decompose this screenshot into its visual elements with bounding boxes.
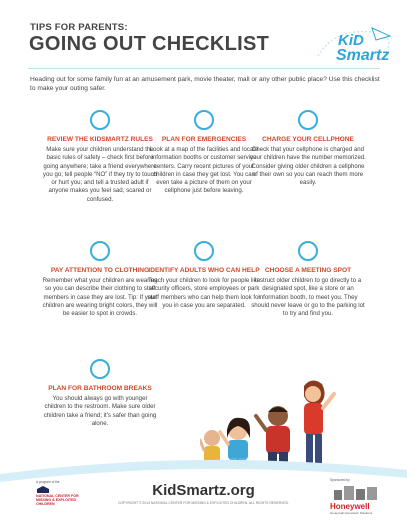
item-body: Make sure your children understand the basic rules of safety – check first before going anywhere; take a friend everywhere you go; tell people “NO” if they try to touch or hurt you; and tell a trusted adult if anyone makes you feel sad, scared or confused. (42, 146, 158, 203)
checklist-item (250, 241, 366, 318)
page-title: GOING OUT CHECKLIST (29, 33, 270, 55)
checklist-item (42, 241, 158, 318)
hometown-buildings-icon (332, 484, 380, 500)
logo-kid-text: KiD (338, 32, 364, 49)
logo-smartz-text: Smartz (336, 47, 390, 64)
checkbox-circle-icon (90, 241, 110, 261)
checkbox-circle-icon (194, 241, 214, 261)
item-title: CHARGE YOUR CELLPHONE (262, 136, 354, 143)
checklist-item (146, 110, 262, 196)
item-body: Check that your cellphone is charged and your children have the number memorized. Consider giving older children a cellphone of their own so you can reach them more easily. (250, 146, 366, 187)
item-title: REVIEW THE KIDSMARTZ RULES (47, 136, 153, 143)
sponsor-logo (330, 478, 382, 518)
ncmec-name: NATIONAL CENTER FOR MISSING & EXPLOITED CHILDREN (36, 494, 79, 507)
item-body: Remember what your children are wearing so you can describe their clothing to staff members in case they are lost. Tip: If your children are wearing bright colors, they will be easier to spot in crowds. (42, 277, 158, 318)
sponsored-by-label: Sponsored by (330, 478, 350, 482)
checkbox-circle-icon (90, 359, 110, 379)
item-body: Instruct older children to go directly to a designated spot, like a store or an information booth, to meet you. They should never leave or go to the parking lot to try and find you. (251, 277, 365, 318)
sponsor-subtitle: Honeywell Hometown Solutions (330, 511, 373, 515)
kidsmartz-logo (312, 22, 394, 70)
checklist-item (42, 110, 158, 204)
footer-website-link[interactable]: KidSmartz.org (152, 482, 255, 499)
item-title: PLAN FOR EMERGENCIES (161, 136, 247, 143)
intro-text: Heading out for some family fun at an amusement park, movie theater, mall or any other public place? Use this checklist to make your outing safer. (30, 76, 380, 93)
checklist-item (42, 359, 158, 428)
item-title: IDENTIFY ADULTS WHO CAN HELP (148, 267, 260, 274)
checklist-item (146, 241, 262, 310)
checkbox-circle-icon (194, 110, 214, 130)
checkbox-circle-icon (298, 241, 318, 261)
item-body: Teach your children to look for people like security officers, store employees or park staff members who can help them look for you in case you are separated. (147, 277, 261, 309)
page-kicker: TIPS FOR PARENTS: (30, 22, 128, 33)
header-divider (28, 68, 380, 69)
checkbox-circle-icon (298, 110, 318, 130)
checkbox-circle-icon (90, 110, 110, 130)
item-body: Look at a map of the facilities and locate information booths or customer service centers. Carry recent pictures of your children in case they get lost. You can even take a picture of them on your cellphone just before leaving. (149, 146, 259, 195)
sponsor-name: Honeywell (330, 502, 370, 511)
item-title: PAY ATTENTION TO CLOTHING (50, 267, 150, 274)
program-of-label: A program of the (36, 480, 60, 484)
checklist-item (250, 110, 366, 187)
footer-copyright: COPYRIGHT © 2014 NATIONAL CENTER FOR MISSING & EXPLOITED CHILDREN. ALL RIGHTS RESERVED. (117, 501, 290, 505)
item-body: You should always go with younger children to the restroom. Make sure older children take a friend; it's safer than going alone. (43, 395, 157, 427)
item-title: PLAN FOR BATHROOM BREAKS (48, 385, 152, 392)
item-title: CHOOSE A MEETING SPOT (264, 267, 352, 274)
